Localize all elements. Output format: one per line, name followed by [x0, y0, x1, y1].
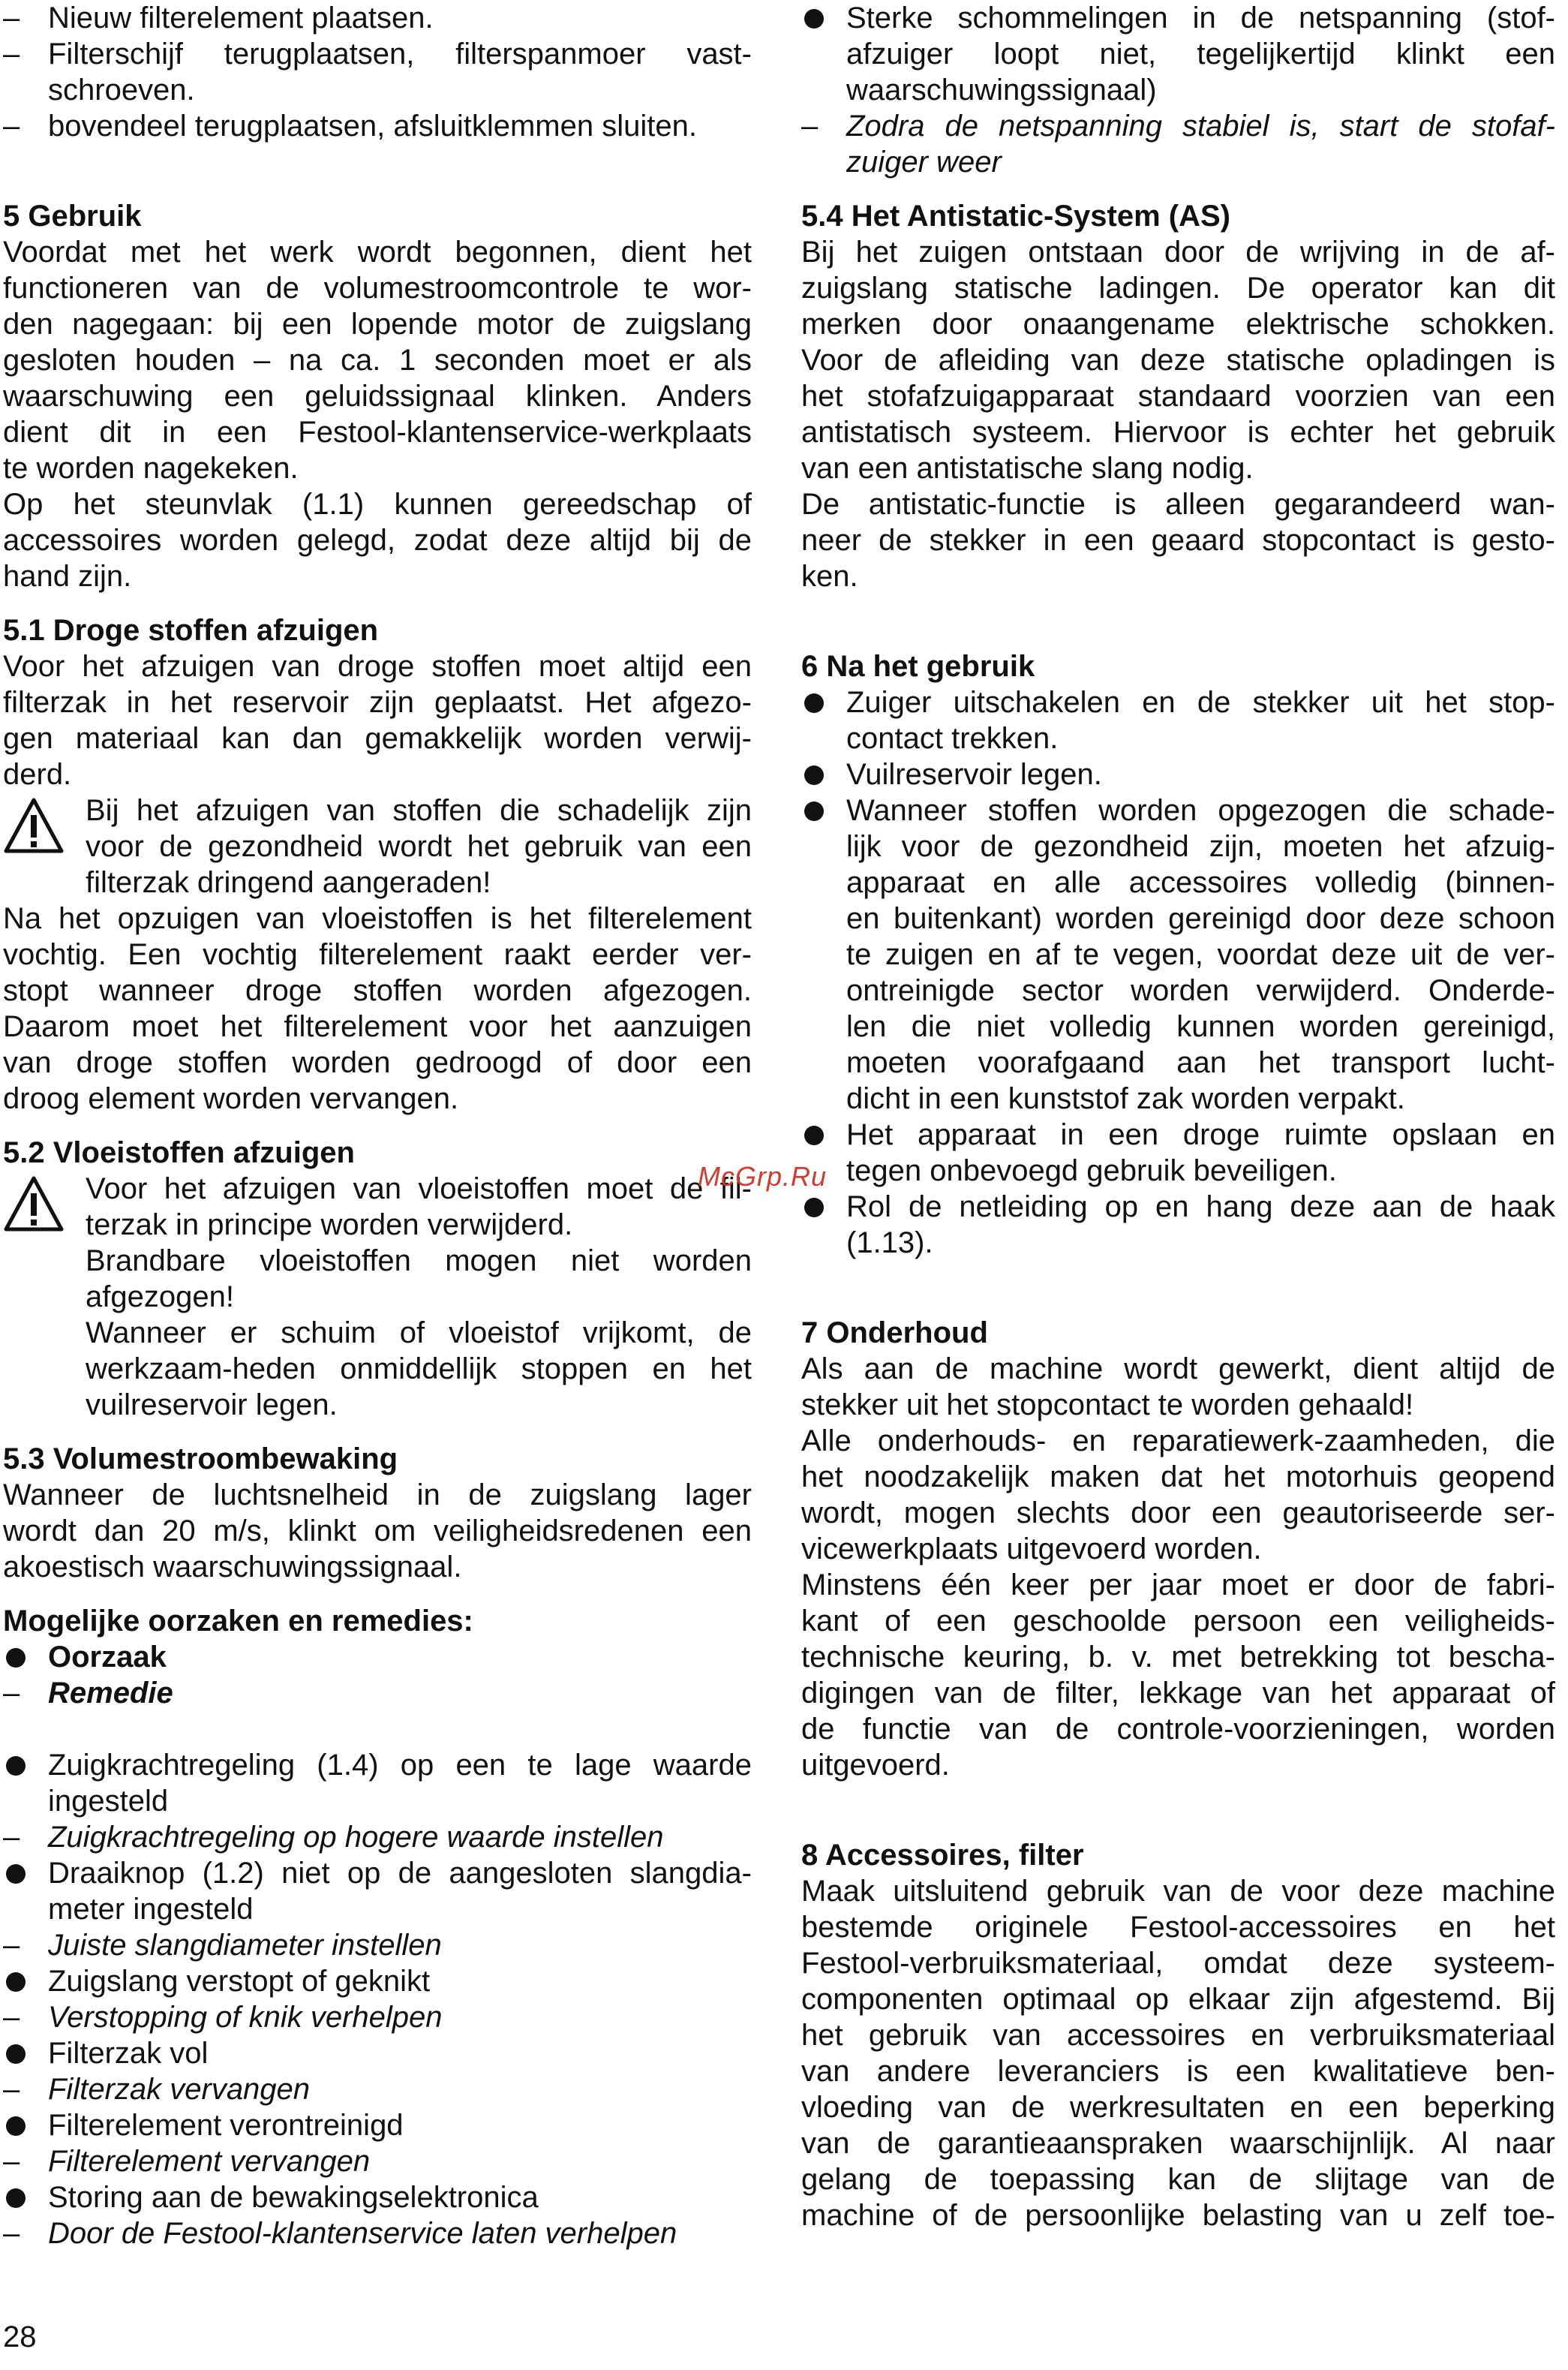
text-line — [3, 937, 752, 973]
line-text: zuiger weer — [846, 146, 1002, 179]
line-text: tegen onbevoegd gebruik beveiligen. — [846, 1154, 1337, 1187]
section-heading — [801, 1315, 1555, 1351]
dash-marker: – — [3, 1929, 20, 1962]
text-line — [3, 234, 752, 270]
text-line — [3, 1549, 752, 1585]
list-item — [801, 1153, 1555, 1189]
warning-block — [3, 1171, 752, 1423]
spacer — [801, 1297, 1555, 1315]
cause-item — [3, 1747, 752, 1783]
dash-marker: – — [3, 2, 20, 35]
section-heading — [801, 198, 1555, 234]
line-text: Storing aan de bewakingselektronica — [48, 2181, 539, 2214]
line-text: Voor het afzuigen van droge stoffen moet altijd een — [3, 650, 752, 683]
text-line — [801, 486, 1555, 522]
remedy-item — [3, 1927, 752, 1963]
line-text: Het apparaat in een droge ruimte opslaan en — [846, 1118, 1555, 1151]
bullet-icon — [804, 765, 824, 785]
text-line — [3, 756, 752, 793]
text-line — [801, 2161, 1555, 2197]
bullet-icon — [6, 2188, 26, 2208]
line-text: Voor het afzuigen van vloeistoffen moet de fil- — [86, 1172, 752, 1205]
left-column — [3, 0, 752, 2251]
line-text: Na het opzuigen van vloeistoffen is het filterelement — [3, 902, 752, 935]
text-line — [86, 1387, 752, 1423]
text-line — [801, 2089, 1555, 2125]
line-text: Minstens één keer per jaar moet er door de fabri- — [801, 1568, 1555, 1602]
section-heading — [3, 612, 752, 648]
line-text: meter ingesteld — [48, 1893, 254, 1926]
text-line — [86, 1351, 752, 1387]
line-text: wordt dan 20 m/s, klinkt om veiligheidsredenen een — [3, 1514, 752, 1547]
line-text: uitgevoerd. — [801, 1749, 950, 1782]
line-text: Draaiknop (1.2) niet op de aangesloten slangdia- — [48, 1857, 752, 1890]
line-text: werkzaam-heden onmiddellijk stoppen en het — [86, 1352, 752, 1385]
dash-marker: – — [3, 1677, 20, 1710]
line-text: functioneren van de volumestroomcontrole te wor- — [3, 272, 752, 305]
line-text: 5.1 Droge stoffen afzuigen — [3, 614, 379, 647]
section-heading — [801, 1837, 1555, 1873]
text-line — [3, 1513, 752, 1549]
text-line — [3, 1009, 752, 1045]
line-text: gesloten houden – na ca. 1 seconden moet er als — [3, 344, 752, 377]
text-line — [801, 2125, 1555, 2161]
line-text: antistatisch systeem. Hiervoor is echter het gebruik — [801, 416, 1555, 449]
line-text: (1.13). — [846, 1226, 933, 1259]
text-line — [86, 1315, 752, 1351]
text-line — [3, 684, 752, 720]
text-line — [3, 306, 752, 342]
cause-item — [801, 72, 1555, 108]
cause-item — [3, 2107, 752, 2143]
line-text: Mogelijke oorzaken en remedies: — [3, 1605, 473, 1638]
page-number: 28 — [3, 2320, 37, 2353]
text-line — [801, 2197, 1555, 2233]
line-text: het stofafzuigapparaat standaard voorzien van een — [801, 380, 1555, 413]
line-text: gen materiaal kan dan gemakkelijk worden verwij- — [3, 722, 752, 755]
remedy-item — [3, 2071, 752, 2107]
list-item — [801, 1009, 1555, 1045]
line-text: moeten voorafgaand aan het transport lucht- — [846, 1046, 1555, 1079]
line-text: vochtig. Een vochtig filterelement raakt eerder ver- — [3, 938, 752, 971]
text-line — [801, 1603, 1555, 1639]
text-line — [3, 973, 752, 1009]
line-text: Wanneer er schuim of vloeistof vrijkomt, de — [86, 1316, 752, 1349]
text-line — [801, 522, 1555, 558]
dash-marker: – — [3, 2145, 20, 2178]
line-text: Maak uitsluitend gebruik van de voor deze machine — [801, 1875, 1555, 1908]
list-item — [801, 1045, 1555, 1081]
section-heading — [3, 1441, 752, 1477]
line-text: het noodzakelijk maken dat het motorhuis geopend — [801, 1460, 1555, 1493]
line-text: en buitenkant) worden gereinigd door deze schoon — [846, 902, 1555, 935]
text-line — [86, 865, 752, 901]
line-text: wordt, mogen slechts door een geautoriseerde ser- — [801, 1496, 1555, 1529]
line-text: Op het steunvlak (1.1) kunnen gereedschap of — [3, 488, 752, 521]
spacer — [801, 1261, 1555, 1297]
line-text: Wanneer de luchtsnelheid in de zuigslang lager — [3, 1478, 752, 1511]
line-text: van droge stoffen worden gedroogd of door een — [3, 1046, 752, 1079]
line-text: gelang de toepassing kan de slijtage van de — [801, 2163, 1555, 2196]
line-text: neer de stekker in een geaard stopcontact is gesto- — [801, 524, 1555, 557]
line-text: waarschuwingssignaal) — [846, 74, 1157, 107]
dash-marker: – — [3, 2217, 20, 2250]
line-text: te worden nagekeken. — [3, 452, 299, 485]
line-text: ingesteld — [48, 1785, 169, 1818]
text-line — [801, 1567, 1555, 1603]
list-item — [3, 108, 752, 144]
line-text: Daarom moet het filterelement voor het aanzuigen — [3, 1010, 752, 1043]
line-text: Brandbare vloeistoffen mogen niet worden — [86, 1244, 752, 1277]
line-text: Wanneer stoffen worden opgezogen die schade- — [846, 794, 1555, 827]
text-line — [86, 793, 752, 829]
cause-item — [3, 1891, 752, 1927]
line-text: stopt wanneer droge stoffen worden afgezogen. — [3, 974, 752, 1007]
spacer — [3, 1423, 752, 1441]
text-line — [801, 1747, 1555, 1783]
line-text: kant of een geschoolde persoon een veiligheids- — [801, 1605, 1555, 1638]
line-text: Verstopping of knik verhelpen — [48, 2001, 443, 2034]
text-line — [801, 414, 1555, 450]
list-item — [3, 72, 752, 108]
list-item — [801, 1081, 1555, 1117]
line-text: vloeding van de werkresultaten en een beperking — [801, 2091, 1555, 2124]
line-text: Filterzak vol — [48, 2037, 209, 2070]
cause-item — [3, 2179, 752, 2215]
text-line — [801, 1909, 1555, 1945]
bullet-icon — [804, 1126, 824, 1145]
text-line — [86, 1243, 752, 1279]
line-text: vicewerkplaats uitgevoerd worden. — [801, 1532, 1262, 1565]
list-item — [801, 793, 1555, 829]
dash-marker: – — [801, 110, 819, 143]
list-item — [801, 865, 1555, 901]
line-text: Zuigkrachtregeling (1.4) op een te lage waarde — [48, 1749, 752, 1782]
line-text: digingen van de filter, lekkage van het apparaat of — [801, 1677, 1555, 1710]
text-line — [801, 270, 1555, 306]
line-text: ontreinigde sector worden verwijderd. Onderde- — [846, 974, 1555, 1007]
line-text: machine of de persoonlijke belasting van u zelf toe- — [801, 2199, 1555, 2232]
line-text: Rol de netleiding op en hang deze aan de haak — [846, 1190, 1555, 1223]
text-line — [801, 1711, 1555, 1747]
section-heading — [3, 198, 752, 234]
text-line — [3, 1045, 752, 1081]
line-text: terzak in principe worden verwijderd. — [86, 1208, 573, 1241]
line-text: Nieuw filterelement plaatsen. — [48, 2, 434, 35]
cause-item — [3, 1783, 752, 1819]
cause-item — [3, 1963, 752, 1999]
spacer — [3, 1711, 752, 1747]
text-line — [801, 1387, 1555, 1423]
text-line — [801, 1981, 1555, 2017]
line-text: ken. — [801, 560, 858, 593]
warning-triangle-icon — [3, 797, 65, 854]
line-text: filterzak dringend aangeraden! — [86, 866, 491, 899]
line-text: de functie van de controle-voorzieningen, worden — [801, 1713, 1555, 1746]
cause-item — [801, 0, 1555, 36]
bullet-icon — [804, 1198, 824, 1217]
remedy-item — [3, 1819, 752, 1855]
remedy-item — [801, 144, 1555, 180]
text-line — [86, 1279, 752, 1315]
line-text: Remedie — [48, 1677, 173, 1710]
text-line — [801, 1639, 1555, 1675]
line-text: Filterelement vervangen — [48, 2145, 371, 2178]
text-line — [801, 450, 1555, 486]
line-text: contact trekken. — [846, 722, 1059, 755]
bullet-icon — [804, 9, 824, 29]
legend-remedy — [3, 1675, 752, 1711]
spacer — [3, 1117, 752, 1135]
line-text: Juiste slangdiameter instellen — [48, 1929, 442, 1962]
line-text: van een antistatische slang nodig. — [801, 452, 1254, 485]
text-line — [801, 558, 1555, 594]
line-text: derd. — [3, 758, 72, 791]
line-text: Bij het zuigen ontstaan door de wrijving in de af- — [801, 236, 1555, 269]
line-text: filterzak in het reservoir zijn geplaatst. Het afgezo- — [3, 686, 752, 719]
text-line — [3, 414, 752, 450]
list-item — [801, 756, 1555, 793]
text-line — [801, 1945, 1555, 1981]
remedy-item — [3, 1999, 752, 2035]
line-text: Voor de afleiding van deze statische opladingen is — [801, 344, 1555, 377]
spacer — [801, 594, 1555, 630]
line-text: Door de Festool-klantenservice laten verhelpen — [48, 2217, 677, 2250]
line-text: Vuilreservoir legen. — [846, 758, 1102, 791]
line-text: dicht in een kunststof zak worden verpakt. — [846, 1082, 1405, 1115]
text-line — [3, 342, 752, 378]
remedy-item — [801, 108, 1555, 144]
bullet-icon — [804, 802, 824, 821]
text-line — [801, 378, 1555, 414]
text-line — [801, 234, 1555, 270]
text-line — [3, 270, 752, 306]
line-text: 5.3 Volumestroombewaking — [3, 1442, 398, 1475]
text-line — [3, 1081, 752, 1117]
list-item — [3, 36, 752, 72]
text-line — [3, 720, 752, 756]
line-text: stekker uit het stopcontact te worden gehaald! — [801, 1388, 1414, 1421]
line-text: De antistatic-functie is alleen gegarandeerd wan- — [801, 488, 1555, 521]
line-text: 5 Gebruik — [3, 200, 142, 233]
text-line — [801, 342, 1555, 378]
text-line — [3, 901, 752, 937]
line-text: Oorzaak — [48, 1641, 167, 1674]
cause-item — [3, 2035, 752, 2071]
line-text: 5.4 Het Antistatic-System (AS) — [801, 200, 1230, 233]
line-text: Filterzak vervangen — [48, 2073, 311, 2106]
bullet-icon — [6, 1648, 26, 1668]
text-line — [801, 306, 1555, 342]
section-heading — [3, 1135, 752, 1171]
legend-cause — [3, 1639, 752, 1675]
warning-block — [3, 793, 752, 901]
line-text: lijk voor de gezondheid zijn, moeten het afzuig- — [846, 830, 1555, 863]
section-heading — [3, 1603, 752, 1639]
text-line — [801, 1351, 1555, 1387]
line-text: len die niet volledig kunnen worden gereinigd, — [846, 1010, 1555, 1043]
line-text: voor de gezondheid wordt het gebruik van een — [86, 830, 752, 863]
line-text: den nagegaan: bij een lopende motor de zuigslang — [3, 308, 752, 341]
text-line — [801, 1495, 1555, 1531]
text-line — [801, 1531, 1555, 1567]
cause-item — [801, 36, 1555, 72]
line-text: van de garantieaanspraken waarschijnlijk. Al naar — [801, 2127, 1555, 2160]
line-text: 5.2 Vloeistoffen afzuigen — [3, 1136, 355, 1169]
line-text: te zuigen en af te vegen, voordat deze uit de ver- — [846, 938, 1555, 971]
line-text: afzuiger loopt niet, tegelijkertijd klinkt een — [846, 38, 1555, 71]
line-text: waarschuwing een geluidssignaal klinken. Anders — [3, 380, 752, 413]
line-text: Festool-verbruiksmateriaal, omdat deze systeem- — [801, 1947, 1555, 1980]
text-line — [801, 1423, 1555, 1459]
text-line — [801, 1675, 1555, 1711]
line-text: vuilreservoir legen. — [86, 1388, 338, 1421]
spacer — [3, 180, 752, 198]
list-item — [801, 937, 1555, 973]
bullet-icon — [6, 2044, 26, 2064]
line-text: droog element worden vervangen. — [3, 1082, 459, 1115]
watermark: McGrp.Ru — [698, 1161, 828, 1192]
bullet-icon — [6, 1864, 26, 1884]
warning-triangle-icon — [3, 1175, 65, 1232]
dash-marker: – — [3, 2073, 20, 2106]
section-heading — [801, 648, 1555, 684]
line-text: Zodra de netspanning stabiel is, start de stofaf- — [846, 110, 1555, 143]
text-line — [86, 829, 752, 865]
text-line — [3, 558, 752, 594]
list-item — [3, 0, 752, 36]
text-line — [801, 1459, 1555, 1495]
line-text: Bij het afzuigen van stoffen die schadelijk zijn — [86, 794, 752, 827]
text-line — [3, 522, 752, 558]
line-text: bovendeel terugplaatsen, afsluitklemmen sluiten. — [48, 110, 697, 143]
line-text: merken door onaangename elektrische schokken. — [801, 308, 1555, 341]
text-line — [3, 450, 752, 486]
list-item — [801, 1117, 1555, 1153]
spacer — [3, 1585, 752, 1603]
bullet-icon — [804, 693, 824, 713]
line-text: van andere leveranciers is een kwalitatieve ben- — [801, 2055, 1555, 2088]
dash-marker: – — [3, 110, 20, 143]
line-text: accessoires worden gelegd, zodat deze altijd bij de — [3, 524, 752, 557]
list-item — [801, 720, 1555, 756]
bullet-icon — [6, 1972, 26, 1992]
line-text: afgezogen! — [86, 1280, 234, 1313]
line-text: Zuiger uitschakelen en de stekker uit het stop- — [846, 686, 1555, 719]
line-text: Filterelement verontreinigd — [48, 2109, 404, 2142]
line-text: Voordat met het werk wordt begonnen, dient het — [3, 236, 752, 269]
line-text: apparaat en alle accessoires volledig (binnen- — [846, 866, 1555, 899]
line-text: schroeven. — [48, 74, 195, 107]
line-text: dient dit in een Festool-klantenservice-werkplaats — [3, 416, 752, 449]
text-line — [3, 1477, 752, 1513]
line-text: componenten optimaal op elkaar zijn afgestemd. Bij — [801, 1983, 1555, 2016]
line-text: technische keuring, b. v. met betrekking tot bescha- — [801, 1641, 1555, 1674]
cause-item — [3, 1855, 752, 1891]
line-text: hand zijn. — [3, 560, 132, 593]
text-line — [86, 1207, 752, 1243]
text-line — [3, 486, 752, 522]
line-text: Als aan de machine wordt gewerkt, dient altijd de — [801, 1352, 1555, 1385]
list-item — [801, 829, 1555, 865]
text-line — [3, 648, 752, 684]
line-text: Alle onderhouds- en reparatiewerk-zaamheden, die — [801, 1424, 1555, 1457]
spacer — [3, 594, 752, 612]
bullet-icon — [6, 1756, 26, 1776]
dash-marker: – — [3, 2001, 20, 2034]
spacer — [801, 180, 1555, 198]
remedy-item — [3, 2143, 752, 2179]
text-line — [801, 2053, 1555, 2089]
spacer — [801, 1783, 1555, 1819]
line-text: 6 Na het gebruik — [801, 650, 1035, 683]
line-text: het gebruik van accessoires en verbruiksmateriaal — [801, 2019, 1555, 2052]
spacer — [801, 630, 1555, 648]
list-item — [801, 901, 1555, 937]
line-text: Sterke schommelingen in de netspanning (stof- — [846, 2, 1555, 35]
text-line — [801, 1873, 1555, 1909]
list-item — [801, 1225, 1555, 1261]
right-column — [801, 0, 1555, 2233]
line-text: 8 Accessoires, filter — [801, 1839, 1084, 1872]
dash-marker: – — [3, 38, 20, 71]
bullet-icon — [6, 2116, 26, 2136]
list-item — [801, 973, 1555, 1009]
line-text: Filterschijf terugplaatsen, filterspanmoer vast- — [48, 38, 752, 71]
spacer — [3, 144, 752, 180]
remedy-item — [3, 2215, 752, 2251]
line-text: bestemde originele Festool-accessoires en het — [801, 1911, 1555, 1944]
list-item — [801, 684, 1555, 720]
text-line — [801, 2017, 1555, 2053]
list-item — [801, 1189, 1555, 1225]
line-text: 7 Onderhoud — [801, 1316, 988, 1349]
text-line — [3, 378, 752, 414]
line-text: Zuigslang verstopt of geknikt — [48, 1965, 431, 1998]
text-line — [86, 1171, 752, 1207]
line-text: Zuigkrachtregeling op hogere waarde instellen — [48, 1821, 664, 1854]
line-text: akoestisch waarschuwingssignaal. — [3, 1550, 462, 1584]
dash-marker: – — [3, 1821, 20, 1854]
line-text: zuigslang statische ladingen. De operator kan dit — [801, 272, 1555, 305]
spacer — [801, 1819, 1555, 1837]
